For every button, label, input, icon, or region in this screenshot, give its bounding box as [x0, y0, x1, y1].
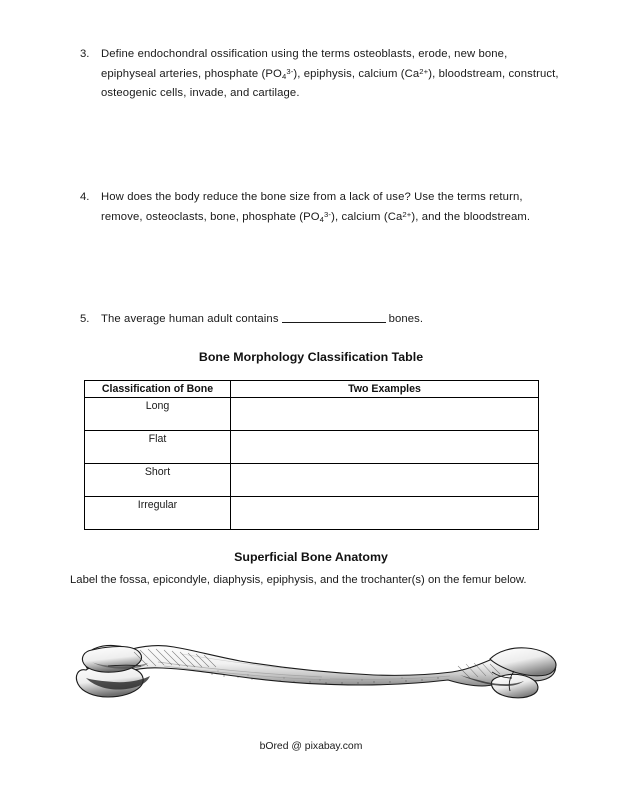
question-5	[80, 310, 560, 330]
table-cell-classification-irregular: Irregular	[85, 497, 231, 530]
table-cell-examples-irregular[interactable]	[231, 497, 539, 530]
table-header-row	[85, 381, 539, 398]
question-5-text	[101, 310, 423, 330]
question-3	[80, 45, 560, 104]
ca-superscript: 2+	[419, 66, 429, 76]
question-4-part-1: How does the body reduce the bone size from a lack of use? Use the terms return, remove, osteoclasts, bone, phosphate (PO	[101, 191, 523, 223]
ca-superscript: 2+	[402, 209, 412, 219]
question-4-part-3: ), and the bloodstream.	[411, 210, 531, 223]
table-row	[85, 497, 539, 530]
question-4	[80, 188, 560, 227]
question-3-part-1: Define endochondral ossification using the terms osteoblasts, erode, new bone, epiphyseal arteries, phosphate (PO	[101, 48, 508, 80]
table-cell-examples-flat[interactable]	[231, 431, 539, 464]
question-3-part-2: ), epiphysis, calcium (Ca	[293, 67, 420, 80]
table-header-examples: Two Examples	[231, 381, 539, 398]
anatomy-instruction-text: Label the fossa, epicondyle, diaphysis, epiphysis, and the trochanter(s) on the femur below.	[70, 574, 527, 586]
question-5-number: 5.	[80, 313, 90, 325]
table-cell-examples-short[interactable]	[231, 464, 539, 497]
table-cell-classification-long: Long	[85, 398, 231, 431]
question-4-part-2: ), calcium (Ca	[331, 210, 403, 223]
question-4-text	[101, 188, 560, 227]
question-5-part-1: The average human adult contains	[101, 313, 279, 325]
bone-morphology-table	[84, 380, 539, 530]
superficial-bone-anatomy-heading: Superficial Bone Anatomy	[234, 550, 388, 564]
po4-subscript: 4	[281, 71, 287, 81]
femur-illustration	[62, 618, 562, 710]
question-5-part-2: bones.	[388, 313, 424, 325]
image-credit: bOred @ pixabay.com	[259, 741, 363, 752]
po4-superscript: 3-	[286, 66, 294, 76]
table-cell-classification-short: Short	[85, 464, 231, 497]
table-cell-classification-flat: Flat	[85, 431, 231, 464]
question-3-text	[101, 45, 560, 104]
bone-morphology-table-heading: Bone Morphology Classification Table	[198, 350, 424, 364]
po4-superscript: 3-	[324, 209, 332, 219]
table-row	[85, 398, 539, 431]
fill-in-blank[interactable]	[282, 310, 386, 323]
table-header-classification: Classification of Bone	[85, 381, 231, 398]
table-row	[85, 464, 539, 497]
question-3-number: 3.	[80, 48, 90, 60]
femoral-head	[491, 674, 537, 698]
question-3-part-3: ), bloodstream, construct, osteogenic cells, invade, and cartilage.	[101, 67, 559, 99]
table-row	[85, 431, 539, 464]
table-cell-examples-long[interactable]	[231, 398, 539, 431]
femur-bone-icon	[62, 618, 562, 710]
po4-subscript: 4	[319, 214, 325, 224]
question-4-number: 4.	[80, 191, 90, 203]
